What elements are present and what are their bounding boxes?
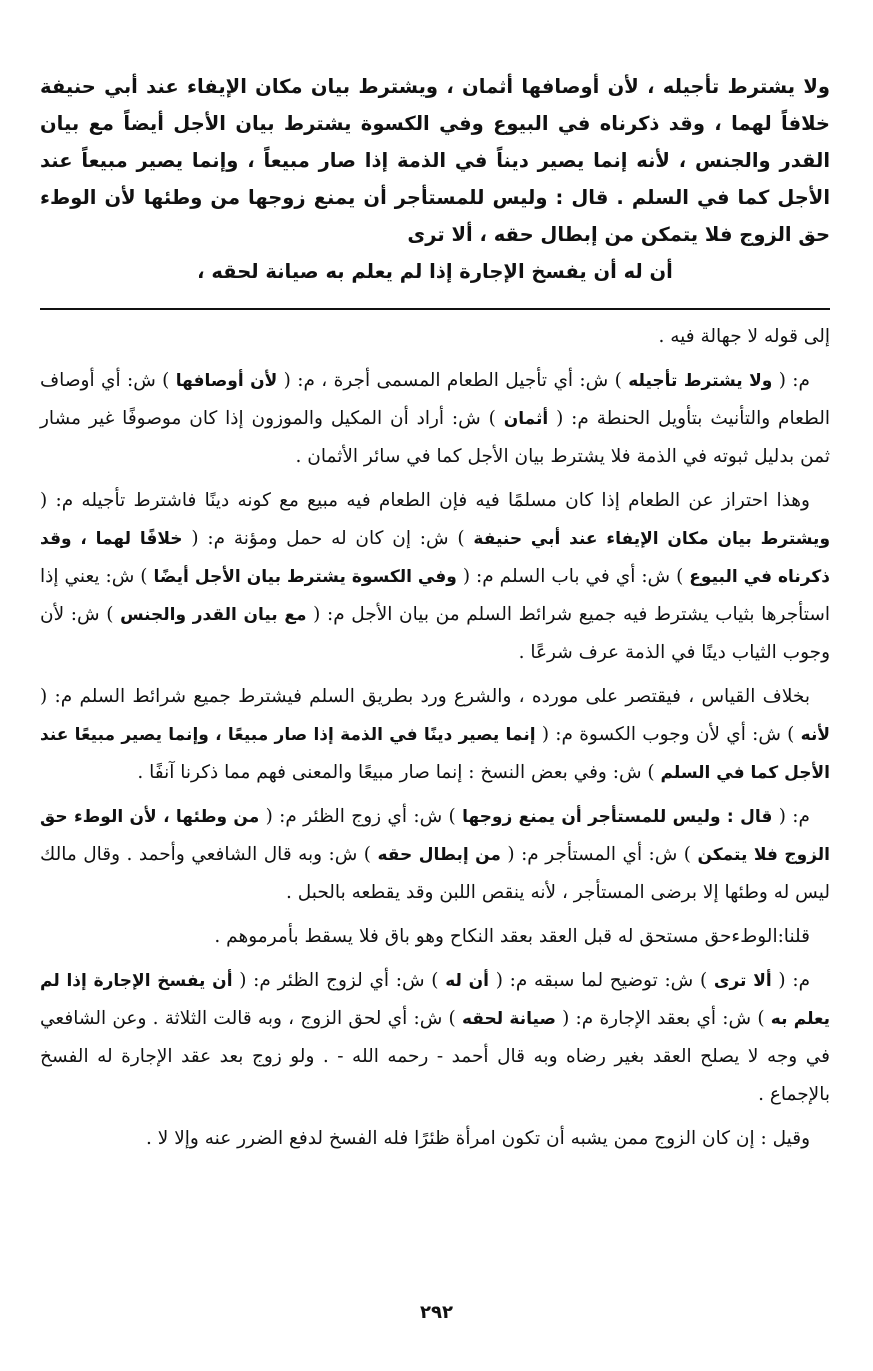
- commentary-paragraph-6: قلنا:الوطءحق مستحق له قبل العقد بعقد النكاح وهو باق فلا يسقط بأمرموهم .: [214, 926, 810, 947]
- commentary-paragraph-2: م: ( ولا يشترط تأجيله ) ش: أي تأجيل الطعام المسمى أجرة ، م: ( لأن أوصافها ) ش: أي أوصاف الطعام والتأنيث بتأويل الحنطة م: ( أثمان ) ش: أراد أن المكيل والموزون إذا كان موصوفًا غير مشار ثمن بدليل ثبوته في الذمة فلا يشترط بيان الأجل كما في سائر الأثمان .: [40, 370, 830, 467]
- quoted-matn: أثمان: [503, 409, 549, 429]
- quoted-matn: خلافًا لهما ، وقد ذكرناه في البيوع: [40, 529, 830, 587]
- commentary-paragraph-1: إلى قوله لا جهالة فيه .: [658, 326, 830, 347]
- quoted-matn: أن له: [445, 971, 490, 991]
- quoted-matn: وفي الكسوة يشترط بيان الأجل أيضًا: [153, 567, 457, 587]
- quoted-matn: ولا يشترط تأجيله: [628, 371, 773, 391]
- quoted-matn: لأن أوصافها: [175, 371, 278, 391]
- quoted-matn: ويشترط بيان مكان الإيفاء عند أبي حنيفة: [473, 529, 831, 549]
- quoted-matn: إنما يصير دينًا في الذمة إذا صار مبيعًا ، وإنما يصير مبيعًا عند الأجل كما في السلم: [40, 725, 830, 783]
- quoted-matn: من إبطال حقه: [377, 845, 501, 865]
- main-text-last-line: أن له أن يفسخ الإجارة إذا لم يعلم به صيانة لحقه ،: [197, 260, 673, 283]
- page-number: ٢٩٢: [420, 1302, 453, 1323]
- separator-line: [40, 308, 830, 310]
- quoted-matn: قال : وليس للمستأجر أن يمنع زوجها: [462, 807, 773, 827]
- commentary-paragraph-7: م: ( ألا ترى ) ش: توضيح لما سبقه م: ( أن له ) ش: أي لزوج الظئر م: ( أن يفسخ الإجارة إذا لم يعلم به ) ش: أي بعقد الإجارة م: ( صيانة لحقه ) ش: أي لحق الزوج ، وبه قالت الثلاثة . وعن الشافعي في وجه لا يصلح العقد بغير رضاه وبه قال أحمد - رحمه الله - . ولو زوج بعد عقد الإجارة له الفسخ بالإجماع .: [40, 970, 830, 1105]
- quoted-matn: مع بيان القدر والجنس: [120, 605, 307, 625]
- commentary-paragraph-8: وقيل : إن كان الزوج ممن يشبه أن تكون امرأة ظئرًا فله الفسخ لدفع الضرر عنه وإلا لا .: [146, 1128, 810, 1149]
- commentary-paragraph-5: م: ( قال : وليس للمستأجر أن يمنع زوجها ) ش: أي زوج الظئر م: ( من وطئها ، لأن الوطء حق الزوج فلا يتمكن ) ش: أي المستأجر م: ( من إبطال حقه ) ش: وبه قال الشافعي وأحمد . وقال مالك ليس له وطئها إلا برضى المستأجر ، لأنه ينقص اللبن وقد يقطعه بالحبل .: [40, 806, 830, 903]
- quoted-matn: ألا ترى: [713, 971, 772, 991]
- commentary-block: [40, 318, 830, 1164]
- main-text-block: [40, 68, 830, 290]
- quoted-matn: صيانة لحقه: [461, 1009, 556, 1029]
- quoted-matn: أن يفسخ الإجارة إذا لم يعلم به: [40, 971, 830, 1029]
- main-text-body: ولا يشترط تأجيله ، لأن أوصافها أثمان ، ويشترط بيان مكان الإيفاء عند أبي حنيفة خلافاً لهما ، وقد ذكرناه في البيوع وفي الكسوة يشترط بيان الأجل أيضاً مع بيان القدر والجنس ، لأنه إنما يصير ديناً في الذمة إذا صار مبيعاً ، وإنما يصير مبيعاً عند الأجل كما في السلم . قال : وليس للمستأجر أن يمنع زوجها من وطئها لأن الوطء حق الزوج فلا يتمكن من إبطال حقه ، ألا ترى: [40, 75, 830, 246]
- commentary-paragraph-4: بخلاف القياس ، فيقتصر على مورده ، والشرع ورد بطريق السلم فيشترط جميع شرائط السلم م: ( لأنه ) ش: أي لأن وجوب الكسوة م: ( إنما يصير دينًا في الذمة إذا صار مبيعًا ، وإنما يصير مبيعًا عند الأجل كما في السلم ) ش: وفي بعض النسخ : إنما صار مبيعًا والمعنى فهم مما ذكرنا آنفًا .: [40, 686, 830, 783]
- quoted-matn: من وطئها ، لأن الوطء حق الزوج فلا يتمكن: [40, 807, 830, 865]
- commentary-paragraph-3: وهذا احتراز عن الطعام إذا كان مسلمًا فيه فإن الطعام فيه مبيع مع كونه دينًا فاشترط تأجيله م: ( ويشترط بيان مكان الإيفاء عند أبي حنيفة ) ش: إن كان له حمل ومؤنة م: ( خلافًا لهما ، وقد ذكرناه في البيوع ) ش: أي في باب السلم م: ( وفي الكسوة يشترط بيان الأجل أيضًا ) ش: يعني إذا استأجرها بثياب يشترط فيه جميع شرائط السلم من بيان الأجل م: ( مع بيان القدر والجنس ) ش: لأن وجوب الثياب دينًا في الذمة عرف شرعًا .: [40, 490, 831, 663]
- quoted-matn: لأنه: [800, 725, 830, 745]
